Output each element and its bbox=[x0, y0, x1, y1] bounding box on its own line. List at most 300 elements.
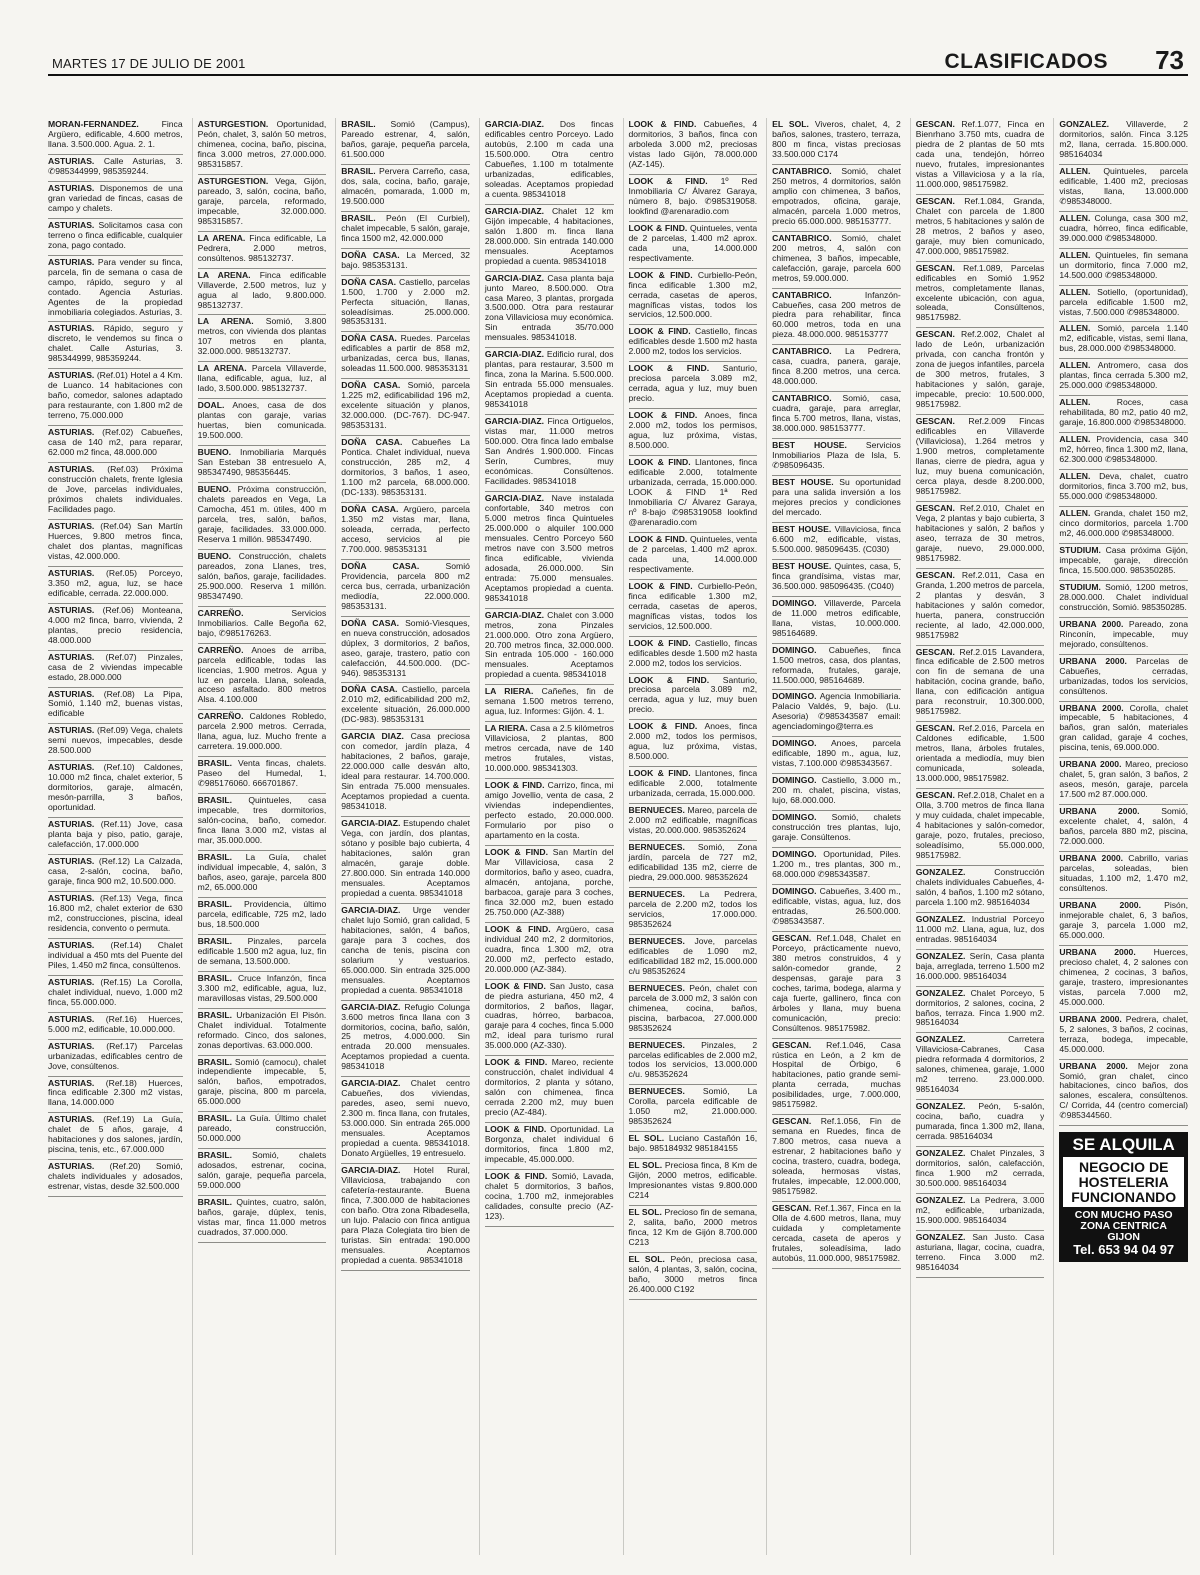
ad-advertiser: ALLEN. bbox=[1059, 323, 1091, 334]
ad-text: Ref.2.018, Chalet en a Olla, 3.700 metros de finca llana y muy cuidada, chalet impecable, 4 habitaciones y salón-comedor, garaje, pozo, frutales, precioso, soleadísimo, 55.000.000, 985175982. bbox=[915, 790, 1045, 860]
ad-text: Somió, chalets construcción tres plantas, lujo, garaje. Consúltenos. bbox=[772, 812, 901, 843]
ad-text: Próxima construcción, chalets pareados en Vega, La Camocha, 451 m. útiles, 400 m parcela, tres, salón, baños, garaje, facilidades. 33.000.000. Reserva 1 millón. 985347490. bbox=[197, 484, 327, 544]
ad-advertiser: DOAL. bbox=[197, 400, 225, 411]
classified-ad bbox=[485, 492, 614, 609]
ad-text: Chalet 12 km Gijón impecable, 4 habitaciones, salón 1.800 m. finca llana 28.000.000. Sin entrada 140.000 mensuales. Aceptamos propiedad a cuenta. 985341018 bbox=[484, 205, 614, 266]
ad-text: (Ref.12) La Calzada, casa, 2-salón, cocina, baño, garaje, finca 900 m2, 10.500.000. bbox=[48, 856, 183, 886]
ad-advertiser: ASTURIAS. bbox=[48, 725, 95, 736]
ad-advertiser: MORAN-FERNANDEZ. bbox=[48, 119, 139, 129]
ad-text: Somió, casa, cuadra, garaje, para arreglar, finca 5.700 metros, llana, vistas, 38.000.000. 985153777. bbox=[772, 393, 901, 434]
ad-text: La Pedrera, parcela de 2.200 m2, todos los servicios, 17.000.000. 985352624 bbox=[628, 888, 758, 929]
ad-text: Pareado, zona Rinconín, impecable, muy mejorado, consúltenos. bbox=[1059, 618, 1188, 649]
ad-advertiser: EL SOL. bbox=[628, 1160, 663, 1171]
ad-advertiser: ASTURIAS. bbox=[48, 1161, 95, 1172]
ad-text: Chalet Porceyo, 5 dormitorios, 2 salones, cocina, 2 baños, terraza. Finca 1.900 m2. 985164034 bbox=[915, 987, 1045, 1028]
ad-text: Su oportunidad para una salida inversión a los mejores precios y condiciones del mercado. bbox=[772, 477, 901, 517]
ad-text: Pedrera, chalet, 5, 2 salones, 3 baños, 2 cocinas, terraza, bodega, impecable, 45.000.000. bbox=[1059, 1013, 1188, 1054]
ad-text: Castiello, fincas edificables desde 1.500 m2 hasta 2.000 m2, todos los servicios. bbox=[628, 637, 758, 668]
classified-ad bbox=[48, 256, 183, 323]
ad-advertiser: LOOK & FIND. bbox=[484, 1171, 548, 1182]
classified-ad bbox=[198, 757, 327, 794]
ad-text: Peón, preciosa casa, salón, 4 plantas, 3, salón, cocina, baño, 3000 metros finca 26.400.000 C192 bbox=[628, 1253, 758, 1294]
classified-ad bbox=[198, 1149, 327, 1196]
ad-text: Chalet centro Cabueñes, dos viviendas, paredes, aseo, semi nuevo, 2.300 m. finca llana, con frutales, 53.000.000. Sin entrada 265.000 mensuales. Aceptamos propiedad a cuenta. 985341018. Donato Argüelles, 19 entresuelo. bbox=[341, 1078, 470, 1159]
ad-advertiser: GONZALEZ. bbox=[915, 1148, 966, 1159]
ad-text: San Justo. Casa asturiana, llagar, cocina, cuadra, terreno. Finca 3.000 m2. 985164034 bbox=[915, 1231, 1045, 1272]
ad-advertiser: BRASIL. bbox=[341, 119, 376, 129]
classified-ad bbox=[198, 644, 327, 711]
classified-ad bbox=[198, 362, 327, 399]
classified-ad bbox=[341, 249, 470, 276]
classified-ad bbox=[198, 794, 327, 851]
ad-advertiser: BUENO. bbox=[197, 447, 232, 458]
classified-ad bbox=[916, 722, 1045, 789]
ad-text: Anoes, finca 2.000 m2, todos los permisos, agua, luz próxima, vistas, 8.500.000. bbox=[628, 410, 758, 451]
classified-ad bbox=[629, 1206, 758, 1253]
display-ad-line: CON MUCHO PASO bbox=[1074, 1209, 1173, 1222]
classified-ad bbox=[198, 851, 327, 898]
ad-text: Finca edificable Villaverde, 2.500 metros, luz y agua al lado, 9.800.000. 985132737. bbox=[197, 269, 327, 310]
ad-text: Servicios Inmobiliarios Plaza de Isla, 5. ✆985096435. bbox=[772, 440, 901, 471]
ad-text: Pisón, inmejorable chalet, 6, 3 baños, garaje 3, parcela 1.000 m2, 65.000.000. bbox=[1059, 899, 1188, 940]
classified-ad bbox=[198, 898, 327, 935]
ad-advertiser: ALLEN. bbox=[1059, 397, 1091, 408]
ad-advertiser: URBANA 2000. bbox=[1059, 899, 1141, 910]
classified-ad bbox=[341, 436, 470, 503]
ad-text: Parcela Villaverde, llana, edificable, agua, luz, al lado, 3.500.000. 985132737. bbox=[197, 363, 327, 394]
classified-ad bbox=[772, 737, 901, 774]
ad-text: Villaviciosa, finca 6.600 m2, edificable, vistas, 5.500.000. 985096435. (C030) bbox=[772, 523, 901, 554]
ad-advertiser: DOÑA CASA. bbox=[341, 437, 403, 448]
ad-advertiser: GARCIA-DIAZ. bbox=[484, 609, 545, 620]
classified-ad bbox=[48, 892, 183, 939]
ad-text: Disponemos de una gran variedad de fincas, casas de campo y chalets. bbox=[48, 182, 183, 213]
ad-advertiser: CANTABRICO. bbox=[772, 393, 832, 404]
classified-ad bbox=[629, 982, 758, 1039]
classified-ad bbox=[772, 644, 901, 691]
ad-text: 1º Red Inmobiliaria C/ Álvarez Garaya, número 8, bajo. ✆985319058. lookfind @arenaradio.com bbox=[628, 175, 758, 216]
ad-text: Cabueñes, 3.400 m., edificable, vistas, agua, luz, dos entradas, 26.500.000. ✆985343587. bbox=[772, 885, 901, 926]
classified-ad bbox=[48, 818, 183, 855]
classified-ad bbox=[772, 118, 901, 165]
classified-ad bbox=[1059, 249, 1188, 286]
ad-advertiser: EL SOL. bbox=[772, 119, 809, 129]
ad-advertiser: LA ARENA. bbox=[197, 316, 254, 327]
ad-advertiser: CANTABRICO. bbox=[772, 232, 832, 243]
classified-ad bbox=[48, 688, 183, 725]
classified-ad bbox=[1059, 118, 1188, 165]
ad-advertiser: BUENO. bbox=[197, 484, 232, 495]
ad-advertiser: GONZALEZ. bbox=[915, 1195, 966, 1205]
ad-text: Chalet Pinzales, 3 dormitorios, salón, calefacción, finca 1.900 m2 cerrada, 30.500.000. 985164034 bbox=[915, 1148, 1045, 1189]
ad-advertiser: DOÑA CASA. bbox=[341, 276, 396, 287]
ad-text: Anoes de arriba, parcela edificable, todas las licencias, 1.900 metros. Agua y luz en parcela. Llana, soleada, acceso asfaltado. 800 metros Alsa. 4.100.000 bbox=[197, 644, 327, 705]
ad-text: (Ref.07) Pinzales, casa de 2 viviendas impecable estado, 28.000.000 bbox=[48, 651, 183, 682]
classified-ad bbox=[916, 1100, 1045, 1147]
ad-advertiser: GARCIA-DIAZ. bbox=[484, 349, 545, 360]
classified-ad bbox=[48, 567, 183, 604]
ad-advertiser: BRASIL. bbox=[197, 1150, 232, 1161]
ad-advertiser: DOMINGO. bbox=[772, 812, 817, 823]
ad-text: (Ref.06) Monteana, 4.000 m2 finca, barro, vivienda, 2 plantas, precio residencia, 48.000.000 bbox=[48, 604, 183, 645]
classified-ad bbox=[198, 935, 327, 972]
ad-advertiser: GONZALEZ. bbox=[915, 950, 966, 961]
ad-text: Mareo, parcela de 2.000 m2 edificable, magníficas vistas, 20.000.000. 985352624 bbox=[628, 805, 758, 836]
ad-text: Argüero, casa individual 240 m2, 2 dormitorios, cuadra, finca 1.300 m2, otra 20.000 m2, perfecto estado, 20.000.000 (AZ-384). bbox=[484, 923, 614, 974]
classified-ad bbox=[629, 767, 758, 804]
ad-advertiser: GARCIA-DIAZ. bbox=[341, 818, 401, 829]
classified-ad bbox=[772, 1202, 901, 1269]
ad-text: (Ref.20) Somió, chalets individuales y adosados, estrenar, vistas, desde 32.500.000 bbox=[48, 1161, 183, 1192]
ad-text: Mareo, reciente construcción, chalet individual 4 dormitorios, 2 planta y sótano, salón con chimenea, finca cerrada 2.200 m2, muy buen precio (AZ-484). bbox=[484, 1057, 614, 1118]
ad-text: (Ref.15) La Corolla, chalet individual, nuevo, 1.000 m2 finca, 55.000.000. bbox=[48, 976, 183, 1007]
ad-text: Servicios Inmobiliarios. Calle Begoña 62, bajo, ✆985176263. bbox=[197, 607, 327, 638]
classified-ad bbox=[772, 560, 901, 597]
classified-ad bbox=[629, 533, 758, 580]
ad-text: (Ref.13) Vega, finca 16.800 m2, chalet exterior de 630 m2, construcciones, piscina, ideal residencia, convento o permuta. bbox=[48, 892, 183, 933]
ad-advertiser: LOOK & FIND. bbox=[628, 533, 688, 544]
ad-advertiser: BRASIL. bbox=[197, 1113, 232, 1124]
classified-ad bbox=[629, 888, 758, 935]
classified-columns bbox=[48, 118, 1188, 1555]
ad-text: Argüero, parcela 1.350 m2 vistas mar, llana, soleada, cerrada, perfecto acceso, servicios al pie 7.700.000. 985353131 bbox=[341, 503, 470, 554]
ad-advertiser: DOÑA CASA. bbox=[341, 333, 397, 344]
ad-text: Solicitamos casa con terreno o finca edificable, cualquier zona, pago contado. bbox=[48, 219, 183, 250]
ad-advertiser: ALLEN. bbox=[1059, 212, 1091, 223]
classified-ad bbox=[772, 1115, 901, 1202]
display-ad-line: FUNCIONANDO bbox=[1071, 1188, 1177, 1205]
ad-advertiser: LOOK & FIND. bbox=[628, 721, 698, 732]
ad-text: La Pedrera, 3.000 m2, edificable, urbanizada, 15.900.000. 985164034 bbox=[915, 1195, 1045, 1225]
ad-advertiser: ASTURIAS. bbox=[48, 976, 95, 987]
ad-text: Estupendo chalet Vega, con jardín, dos plantas, sótano y posible bajo cubierta, 4 habitaciones, salón gran almacén, garaje doble. 27.800.000. Sin entrada 140.000 mensuales. Aceptamos propiedad a cuenta. 985341018 bbox=[341, 818, 470, 898]
classified-ad bbox=[1059, 544, 1188, 581]
classified-ad bbox=[198, 550, 327, 607]
ad-text: Oportunidad, Peón, chalet, 3, salón 50 metros, chimenea, cocina, baño, piscina, finca 3.000 metros, 27.000.000. 985315857. bbox=[197, 119, 327, 169]
ad-advertiser: ASTURIAS. bbox=[48, 427, 95, 438]
ad-advertiser: EL SOL. bbox=[628, 1133, 665, 1144]
ad-advertiser: BRASIL. bbox=[197, 1009, 232, 1020]
ad-advertiser: ALLEN. bbox=[1059, 249, 1091, 260]
ad-text: Peón, chalet con parcela de 3.000 m2, 3 salón con chimenea, cocina, baños, piscina, barbacoa, 27.000.000 985352624 bbox=[628, 982, 758, 1033]
ad-text: (Ref.05) Porceyo, 3.350 m2, agua, luz, se hace edificable, cerrada. 22.000.000. bbox=[48, 567, 183, 598]
ad-text: La Pedrera, casa, cuadra, panera, garaje, finca 8.200 metros, una cerca. 48.000.000. bbox=[772, 346, 901, 387]
ad-advertiser: LOOK & FIND. bbox=[628, 119, 697, 129]
ad-text: Castiello, 3.000 m., 200 m. chalet, piscina, vistas, lujo, 68.000.000. bbox=[772, 775, 901, 806]
ad-text: Somió, chalet 250 metros, 4 dormitorios, salón amplio con chimenea, 3 baños, empotrados, oficina, garaje, almacén, parcela 1.000 metros, precio 65.000.000. 985153777. bbox=[772, 165, 901, 226]
classified-ad bbox=[341, 683, 470, 730]
classified-ad bbox=[341, 560, 470, 617]
ad-text: Carrizo, finca, mi amigo Jovellio, venta de casa, 2 viviendas independientes, perfecto estado, 20.000.000. Formulario por piso o apartamento en la costa. bbox=[484, 780, 614, 840]
ad-text: Llantones, finca edificable 2.000, totalmente urbanizada, cerrada, 15.000.000. LOOK & FIND 1ª Red Inmobiliaria C/ Álvarez Garaya, nº 8-bajo ✆985319058 lookfind @arenaradio.com bbox=[628, 457, 758, 527]
classified-ad bbox=[48, 322, 183, 369]
classified-ad bbox=[341, 1164, 470, 1271]
ad-text: Cabueñes, 4 dormitorios, 3 baños, finca con arboleda 3.000 m2, preciosas vistas lado Gijón, 78.000.000 (AZ-145). bbox=[628, 119, 758, 169]
classified-ad bbox=[341, 379, 470, 436]
ad-text: Ref.2.016, Parcela en Caldones edificable, 1.500 metros, llana, árboles frutales, orientada a mediodía, muy bien comunicada, soleada, 13.000.000, 985175982. bbox=[915, 723, 1045, 784]
classified-ad bbox=[1059, 899, 1188, 946]
ad-advertiser: LOOK & FIND. bbox=[628, 269, 693, 280]
ad-advertiser: DOMINGO. bbox=[772, 597, 817, 608]
classified-ad bbox=[916, 1033, 1045, 1100]
classified-ad bbox=[1059, 618, 1188, 655]
ad-advertiser: GESCAN. bbox=[915, 646, 955, 657]
ad-advertiser: GESCAN. bbox=[772, 1203, 812, 1214]
ad-advertiser: GESCAN. bbox=[772, 1039, 812, 1050]
classified-ad bbox=[48, 855, 183, 892]
classified-ad bbox=[48, 182, 183, 219]
classified-ad bbox=[772, 232, 901, 289]
classified-ad bbox=[198, 175, 327, 232]
classified-ad bbox=[341, 503, 470, 560]
classified-ad bbox=[772, 439, 901, 476]
classified-ad bbox=[916, 1194, 1045, 1231]
classified-ad bbox=[341, 1077, 470, 1164]
classified-ad bbox=[1059, 396, 1188, 433]
classified-ad bbox=[772, 165, 901, 232]
classified-ad bbox=[485, 348, 614, 415]
ad-advertiser: LOOK & FIND. bbox=[628, 580, 693, 591]
ad-text: Ref.2.010, Chalet en Vega, 2 plantas y bajo cubierta, 3 habitaciones y salón, 2 baños y aseo, terraza de 30 metros, garaje, nuevo, 29.000.000, 985175982. bbox=[915, 502, 1045, 563]
classified-ad bbox=[772, 392, 901, 439]
ad-advertiser: GARCIA-DIAZ. bbox=[484, 205, 545, 216]
ad-advertiser: LOOK & FIND. bbox=[628, 637, 691, 648]
ad-text: Ruedes. Parcelas edificables a partir de 858 m2, urbanizadas, cerca bus, llanas, soleadas 11.500.000. 985353131 bbox=[341, 333, 470, 374]
classified-ad bbox=[48, 651, 183, 688]
classified-ad bbox=[341, 617, 470, 684]
ad-text: Pinzales, parcela edificable 1.500 m2 agua, luz, fin de semana, 13.500.000. bbox=[197, 935, 327, 966]
ad-text: Castiello, parcela 2.010 m2, edificabilidad 200 m2, excelente situación, 26.000.000 (DC-983). 985353131 bbox=[341, 684, 470, 725]
column-2 bbox=[192, 118, 327, 1555]
classified-ad bbox=[1059, 758, 1188, 805]
column-3 bbox=[335, 118, 470, 1555]
classified-ad bbox=[485, 415, 614, 492]
ad-advertiser: LA RIERA. bbox=[484, 723, 528, 734]
display-ad-title: SE ALQUILA bbox=[1072, 1135, 1175, 1155]
ad-advertiser: GARCIA-DIAZ. bbox=[341, 1001, 401, 1012]
classified-ad bbox=[1059, 581, 1188, 618]
ad-text: San Justo, casa de piedra asturiana, 450 m2, 4 dormitorios, 2 baños, llagar, cuadras, hórreo, barbacoa, garaje para 4 coches, finca 5.000 m2, ideal para turismo rural 35.000.000 (AZ-330). bbox=[484, 980, 614, 1051]
ad-text: (Ref.03) Próxima construcción chalets, frente Iglesia de Jove, parcelas individuales, próximos chalets individuales. Facilidades pago. bbox=[48, 464, 183, 514]
ad-advertiser: DOÑA CASA. bbox=[341, 684, 398, 695]
ad-text: (Ref.01) Hotel a 4 Km. de Luanco. 14 habitaciones con baño, comedor, salones adaptado para restaurante, con 1.800 m2 de terreno, 75.000.000 bbox=[48, 370, 183, 421]
ad-advertiser: ASTURIAS. bbox=[48, 762, 95, 773]
classified-ad bbox=[1059, 359, 1188, 396]
classified-ad bbox=[198, 1112, 327, 1149]
classified-ad bbox=[629, 175, 758, 222]
ad-text: Somió, Lavada, chalet 5 dormitorios, 3 baños, cocina, 1.700 m2, inmejorables calidades, consulte precio (AZ-123). bbox=[484, 1171, 614, 1221]
ad-text: Construcción, chalets pareados, zona Llanes, tres, salón, baños, garaje, facilidades. 25.900.000. Reserva 1 millón. 985347490. bbox=[197, 550, 327, 601]
ad-text: Cabueñes, finca 1.500 metros, casa, dos plantas, reformada, frutales, garaje, 11.500.000, 985164689. bbox=[772, 644, 901, 685]
ad-text: Curbiello-Peón, finca edificable 1.300 m2, cerrada, casetas de aperos, magníficas vistas, todos los servicios, 12.500.000. bbox=[628, 580, 758, 631]
classified-ad bbox=[198, 710, 327, 757]
ad-advertiser: BRASIL. bbox=[341, 212, 376, 223]
classified-ad bbox=[485, 1123, 614, 1170]
ad-text: Cruce Infanzón, finca 3.300 m2, edificable, agua, luz, maravillosas vistas, 29.500.000 bbox=[197, 972, 327, 1003]
ad-text: Somió, 1200 metros, 28.000.000. Chalet individual construcción, Somió. 985350285. bbox=[1059, 581, 1188, 612]
classified-ad bbox=[341, 904, 470, 1001]
classified-ad bbox=[916, 950, 1045, 987]
ad-advertiser: LOOK & FIND. bbox=[484, 980, 546, 991]
ad-text: Providencia, casa 340 m2, hórreo, finca 1.300 m2, llana, 62.300.000 ✆985348000. bbox=[1059, 434, 1188, 465]
ad-advertiser: ASTURIAS. bbox=[48, 464, 95, 475]
classified-ad bbox=[341, 1001, 470, 1078]
ad-text: Somió, parcela 1.225 m2, edificabilidad 196 m2, excelente situación y planos, 32.000.000. (DC-767). DC-947. 985353131. bbox=[341, 380, 470, 431]
ad-advertiser: ASTURIAS. bbox=[48, 1040, 95, 1051]
ad-text: Somió (camocu), chalet independiente impecable, 5, salón, baños, empotrados, garaje, piscina, 800 m parcela, 65.000.000 bbox=[197, 1056, 327, 1107]
ad-advertiser: GONZALEZ. bbox=[915, 866, 966, 877]
ad-text: Somió, Zona jardín, parcela de 727 m2, edificabilidad 135 m2, cierre de piedra, 29.000.000. 985352624 bbox=[628, 842, 758, 882]
classified-ad bbox=[198, 315, 327, 362]
classified-ad bbox=[1059, 165, 1188, 212]
classified-ad bbox=[629, 118, 758, 175]
ad-advertiser: URBANA 2000. bbox=[1059, 946, 1136, 957]
ad-advertiser: GARCIA-DIAZ. bbox=[341, 904, 401, 915]
ad-text: Ref.1.367, Finca en la Olla de 4.600 metros, llana, muy cuidada y completamente cercada, caseta de aperos y frutales, soleadísima, lado autobús, 11.000.000, 985175982. bbox=[772, 1203, 901, 1263]
classified-ad bbox=[198, 972, 327, 1009]
classified-ad bbox=[1059, 946, 1188, 1013]
ad-advertiser: DOMINGO. bbox=[772, 775, 817, 786]
classified-ad bbox=[48, 520, 183, 567]
ad-text: Oportunidad, Piles. 1.200 m., tres plantas, 300 m., 68.000.000 ✆985343587. bbox=[772, 849, 901, 879]
ad-text: Deva, chalet, cuatro dormitorios, finca 3.700 m2, bus, 55.000.000 ✆985348000. bbox=[1059, 471, 1188, 502]
column-7 bbox=[910, 118, 1045, 1555]
classified-ad bbox=[48, 1160, 183, 1197]
classified-ad bbox=[916, 502, 1045, 569]
ad-text: Cabueñes La Pontica. Chalet individual, nueva construcción, 285 m2, 4 dormitorios, 3 baños, 1 aseo, 1.100 m2 parcela, 68.000.000. (DC-133). 985353131. bbox=[341, 437, 470, 497]
ad-advertiser: ASTURIAS. bbox=[48, 819, 95, 830]
ad-text: Anoes, finca 2.000 m2, todos los permisos, agua, luz próxima, vistas, 8.500.000. bbox=[628, 721, 758, 762]
classified-ad bbox=[629, 456, 758, 533]
display-ad-line: GIJON bbox=[1107, 1231, 1141, 1244]
ad-advertiser: LA ARENA. bbox=[197, 269, 251, 280]
classified-ad bbox=[485, 1056, 614, 1123]
classified-ad bbox=[198, 446, 327, 483]
classified-ad bbox=[1059, 852, 1188, 899]
classified-ad bbox=[48, 976, 183, 1013]
classified-ad bbox=[1059, 470, 1188, 507]
ad-advertiser: DOÑA CASA. bbox=[341, 560, 420, 571]
column-5 bbox=[623, 118, 758, 1555]
ad-advertiser: EL SOL. bbox=[628, 1207, 662, 1218]
ad-advertiser: GONZALEZ. bbox=[915, 987, 966, 998]
classified-ad bbox=[485, 980, 614, 1057]
ad-advertiser: GARCIA-DIAZ. bbox=[341, 1165, 401, 1176]
ad-advertiser: ASTURIAS. bbox=[48, 892, 95, 903]
ad-advertiser: BERNUECES. bbox=[628, 842, 685, 853]
classified-ad bbox=[341, 817, 470, 904]
classified-ad bbox=[629, 1132, 758, 1159]
classified-ad bbox=[629, 674, 758, 721]
ad-text: Precioso fin de semana, 2, salita, baño, 2000 metros finca, 12 Km de Gijón 8.700.000 C213 bbox=[628, 1207, 758, 1247]
ad-advertiser: GONZALEZ. bbox=[915, 913, 966, 924]
ad-text: Granda, chalet 150 m2, cinco dormitorios, parcela 1.700 m2, 46.000.000 ✆985348000. bbox=[1059, 508, 1188, 538]
ad-advertiser: GARCIA-DIAZ. bbox=[484, 272, 545, 283]
ad-text: Quintes, casa, 5, finca grandísima, vistas mar, 36.500.000. 985096435. (C040) bbox=[772, 560, 901, 591]
ad-text: Pinzales, 2 parcelas edificables de 2.000 m2, todos los servicios, 13.000.000 c/u. 985352624 bbox=[628, 1039, 758, 1080]
page-header bbox=[48, 46, 1188, 76]
classified-ad bbox=[916, 1231, 1045, 1278]
ad-text: Industrial Porceyo 11.000 m2. Llana, agua, luz, dos entradas. 985164034 bbox=[915, 913, 1045, 944]
classified-ad bbox=[198, 483, 327, 550]
ad-advertiser: ALLEN. bbox=[1059, 434, 1091, 445]
classified-ad bbox=[916, 789, 1045, 866]
ad-text: San Martín del Mar Villaviciosa, casa 2 dormitorios, baño y aseo, cuadra, almacén, antojana, porche, barbacoa, garaje para 3 coches, finca 32.000 m2, buen estado 25.750.000 (AZ-388) bbox=[484, 846, 614, 917]
ad-text: Anoes, parcela edificable, 1890 m., agua, luz, vistas, 7.100.000 ✆985343567. bbox=[772, 738, 901, 769]
ad-text: Colunga, casa 300 m2, cuadra, hórreo, finca edificable, 39.000.000 ✆985348000. bbox=[1059, 212, 1188, 243]
classified-ad bbox=[916, 1147, 1045, 1194]
ad-advertiser: DOÑA CASA. bbox=[341, 380, 401, 391]
classified-ad bbox=[772, 1039, 901, 1116]
display-ad-phone: Tel. 653 94 04 97 bbox=[1073, 1242, 1175, 1258]
ad-text: La Merced, 32 bajo. 985353131. bbox=[341, 249, 470, 270]
classified-ad bbox=[48, 604, 183, 651]
classified-ad bbox=[198, 1056, 327, 1113]
ad-advertiser: ASTURIAS. bbox=[48, 604, 95, 615]
classified-ad bbox=[772, 597, 901, 644]
ad-text: Luciano Castañón 16, bajo. 985184932 985184155 bbox=[628, 1133, 758, 1154]
classified-ad bbox=[485, 779, 614, 846]
ad-text: Ref.1.089, Parcelas edificables en Somió 1.952 metros, completamente llanas, excelente ubicación, con agua, soleada, Consúltenos, 985175982. bbox=[915, 262, 1045, 323]
ad-text: Finca Ortiguelos, vistas mar, 11.000 metros 500.000. Otra finca lado embalse San Andrés 1.900.000. Fincas Serín, Cumbres, muy económicas. Consúltenos. Facilidades. 985341018 bbox=[484, 416, 614, 486]
ad-text: (Ref.18) Huerces, finca edificable 2.300 m2 vistas, llana, 14.000.000 bbox=[48, 1077, 183, 1108]
classified-ad bbox=[1059, 1060, 1188, 1127]
ad-advertiser: LOOK & FIND. bbox=[628, 768, 691, 779]
ad-advertiser: CANTABRICO. bbox=[772, 289, 832, 300]
ad-text: Somió, 3.800 metros, con vivienda dos plantas 107 metros en planta, 32.000.000. 985132737. bbox=[197, 316, 327, 357]
classified-ad bbox=[48, 761, 183, 818]
ad-advertiser: LOOK & FIND. bbox=[628, 410, 698, 421]
classified-ad bbox=[341, 165, 470, 212]
display-ad-line: HOSTELERIA bbox=[1078, 1173, 1169, 1190]
classified-ad bbox=[485, 846, 614, 923]
classified-ad bbox=[629, 222, 758, 269]
ad-text: Calle Asturias, 3. ✆985344999, 985359244. bbox=[48, 155, 183, 176]
classified-ad bbox=[916, 118, 1045, 195]
ad-advertiser: ASTURIAS. bbox=[48, 651, 95, 662]
classified-ad bbox=[629, 1085, 758, 1132]
ad-advertiser: DOÑA CASA. bbox=[341, 617, 400, 628]
ad-text: Nave instalada confortable, 340 metros con 5.000 metros finca Quintueles 25.000.000 o alquiler 100.000 mensuales. Centro Porceyo 560 metros nave con 3.500 metros finca edificable, vivienda adosada, 26.000.000. Sin entrada: 75.000 mensuales. Aceptamos propiedad a cuenta. 985341018 bbox=[484, 492, 614, 603]
classified-ad bbox=[1059, 322, 1188, 359]
ad-advertiser: GARCIA-DIAZ. bbox=[484, 492, 545, 503]
ad-text: (Ref.10) Caldones, 10.000 m2 finca, chalet exterior, 5 dormitorios, garaje, almacén, mesón-parrilla, 3 baños, oportunidad. bbox=[48, 762, 183, 813]
ad-advertiser: LOOK & FIND. bbox=[628, 363, 710, 374]
classified-ad bbox=[916, 195, 1045, 262]
ad-advertiser: EL SOL. bbox=[628, 1253, 665, 1264]
ad-text: (Ref.09) Vega, chalets semi nuevos, impecables, desde 28.500.000 bbox=[48, 725, 183, 756]
ad-text: La Guía, chalet individual impecable, 4, salón, 3 baños, aseo, garaje, parcela 800 m2, 65.000.000 bbox=[197, 852, 327, 892]
classified-ad bbox=[48, 1040, 183, 1077]
ad-advertiser: ASTURIAS. bbox=[48, 155, 95, 166]
ad-text: Oportunidad. La Borgonza, chalet individual 6 dormitorios, finca 1.800 m2, impecable, 45.000.000. bbox=[484, 1124, 614, 1165]
classified-ad bbox=[341, 212, 470, 249]
ad-text: Ref.2.011, Casa en Granda, 1.200 metros de parcela, 2 plantas y desván, 3 habitaciones y salón comedor, huerta, panera, construcción reciente, al lado, 42.000.000, 985175982 bbox=[915, 569, 1045, 640]
ad-text: (Ref.14) Chalet individual a 450 mts del Puente del Piles, 1.450 m2 finca, consúltenos. bbox=[48, 939, 183, 970]
ad-advertiser: BEST HOUSE. bbox=[772, 523, 832, 534]
ad-text: Finca edificable, La Pedrera, 2.000 metros, consúltenos. 985132737. bbox=[197, 232, 327, 263]
ad-text: Ref.2.015 Lavandera, finca edificable de 2.500 metros con fin de semana de una habitación, cocina grande, baño, llana, con edificación antigua para reconstruir, 10.300.000, 985175982. bbox=[915, 646, 1045, 717]
ad-advertiser: CARREÑO. bbox=[197, 607, 244, 618]
classified-ad bbox=[772, 523, 901, 560]
ad-text: Ref.1.046, Casa rústica en León, a 2 km de Hospital de Órbigo, 6 habitaciones, patio grande semi-planta cerrada, muchas posibilidades, urge, 7.000.000, 985175982. bbox=[772, 1039, 901, 1110]
classified-ad bbox=[1059, 507, 1188, 544]
ad-advertiser: GESCAN. bbox=[915, 262, 955, 273]
classified-ad bbox=[916, 415, 1045, 502]
ad-advertiser: LA ARENA. bbox=[197, 232, 246, 243]
ad-text: Refugio Colunga 3.600 metros finca llana con 3 dormitorios, cocina, baño, salón, 25 metros, 4.000.000. Sin entrada 20.000 mensuales. Aceptamos propiedad a cuenta. 985341018 bbox=[341, 1001, 470, 1072]
ad-advertiser: BRASIL. bbox=[197, 795, 232, 806]
